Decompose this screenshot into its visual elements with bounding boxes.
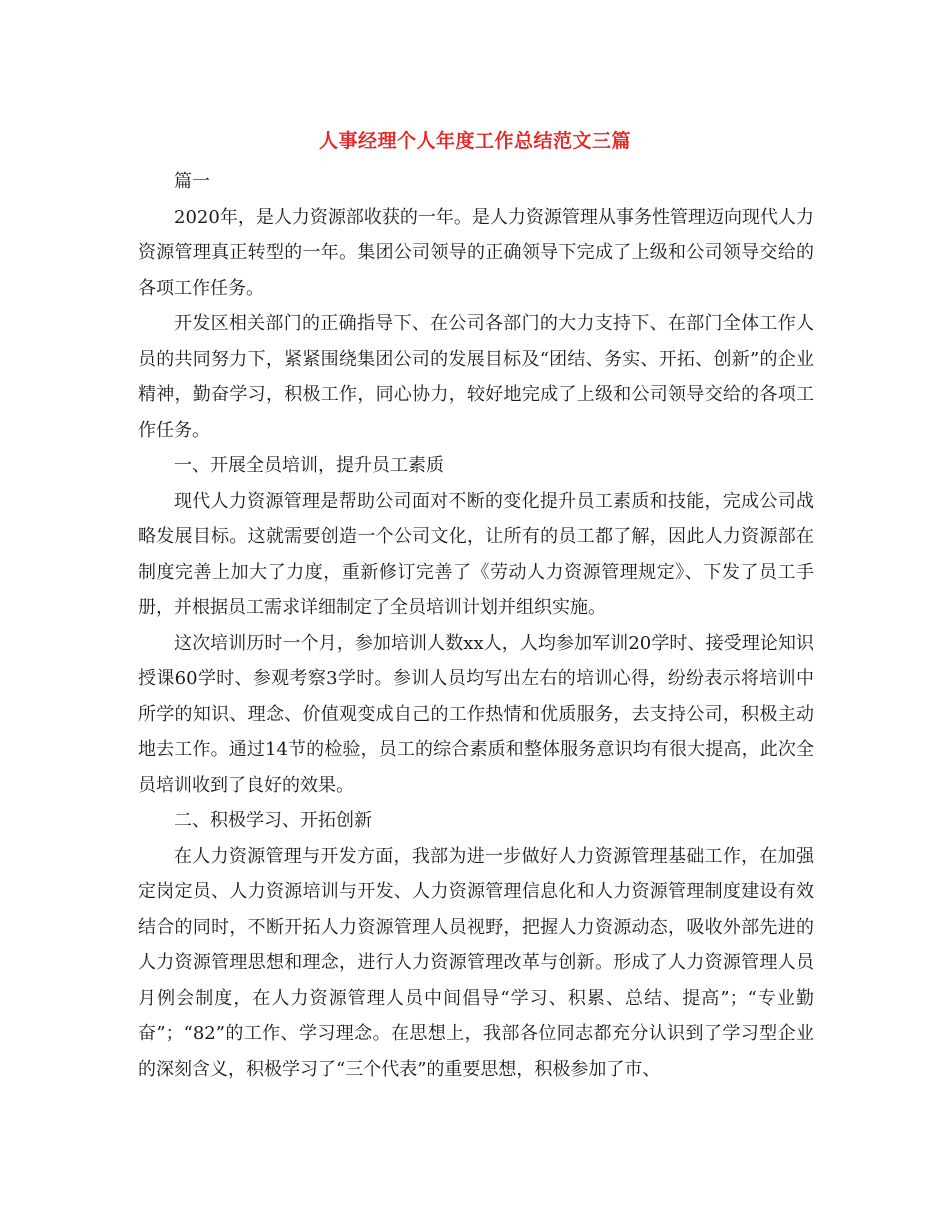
paragraph-training-details: 这次培训历时一个月，参加培训人数xx人，人均参加军训20学时、接受理论知识授课60学时、参观考察3学时。参训人员均写出左右的培训心得，纷纷表示将培训中所学的知识、理念、价值观变成自己的工作热情和优质服务，去支持公司，积极主动地去工作。通过14节的检验，员工的综合素质和整体服务意识均有很大提高，此次全员培训收到了良好的效果。 [138,632,814,796]
section-heading-learning: 二、积极学习、开拓创新 [174,810,372,831]
section-heading-training: 一、开展全员培训，提升员工素质 [174,455,444,476]
document-title: 人事经理个人年度工作总结范文三篇 [318,130,631,152]
paragraph-guidance: 开发区相关部门的正确指导下、在公司各部门的大力支持下、在部门全体工作人员的共同努力下，紧紧围绕集团公司的发展目标及“团结、务实、开拓、创新”的企业精神，勤奋学习，积极工作，同心协力，较好地完成了上级和公司领导交给的各项工作任务。 [138,313,814,441]
section-heading-part-one: 篇一 [174,171,210,192]
paragraph-innovation: 在人力资源管理与开发方面，我部为进一步做好人力资源管理基础工作，在加强定岗定员、人力资源培训与开发、人力资源管理信息化和人力资源管理制度建设有效结合的同时，不断开拓人力资源管理人员视野，把握人力资源动态，吸收外部先进的人力资源管理思想和理念，进行人力资源管理改革与创新。形成了人力资源管理人员月例会制度，在人力资源管理人员中间倡导“学习、积累、总结、提高”；“专业勤奋”；“82”的工作、学习理念。在思想上，我部各位同志都充分认识到了学习型企业的深刻含义，积极学习了“三个代表”的重要思想，积极参加了市、 [138,845,814,1080]
document-body [138,164,814,1087]
paragraph-intro: 2020年，是人力资源部收获的一年。是人力资源管理从事务性管理迈向现代人力资源管理真正转型的一年。集团公司领导的正确领导下完成了上级和公司领导交给的各项工作任务。 [138,206,814,299]
paragraph-hr-management: 现代人力资源管理是帮助公司面对不断的变化提升员工素质和技能，完成公司战略发展目标。这就需要创造一个公司文化，让所有的员工都了解，因此人力资源部在制度完善上加大了力度，重新修订完善了《劳动人力资源管理规定》、下发了员工手册，并根据员工需求详细制定了全员培训计划并组织实施。 [138,490,814,618]
